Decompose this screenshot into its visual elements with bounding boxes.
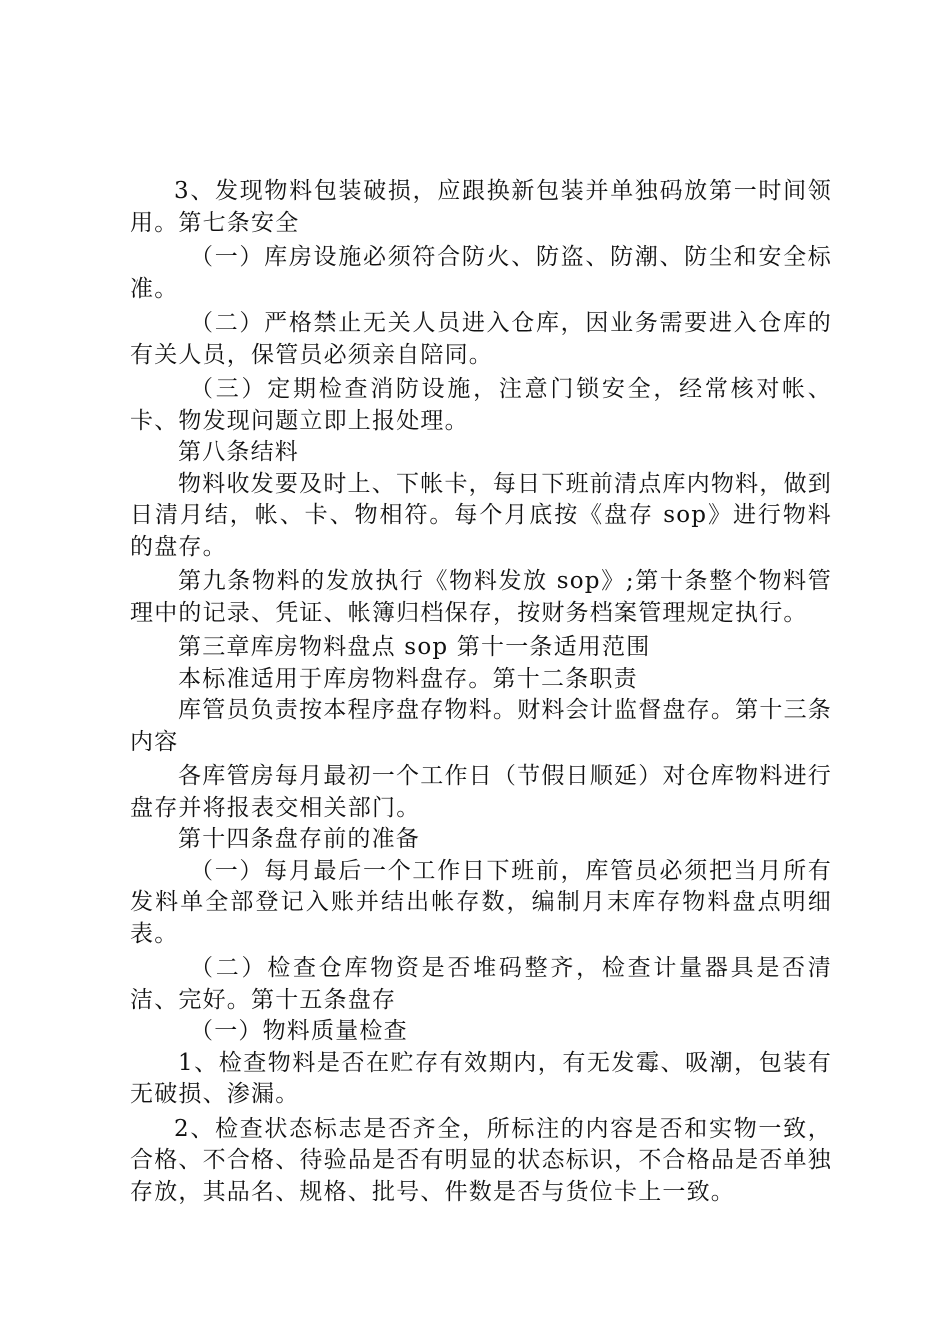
paragraph-safety-3: （三）定期检查消防设施，注意门锁安全，经常核对帐、卡、物发现问题立即上报处理。 [130, 376, 832, 434]
paragraph-content: 各库管房每月最初一个工作日（节假日顺延）对仓库物料进行盘存并将报表交相关部门。 [130, 763, 832, 821]
document-body [130, 176, 832, 1208]
paragraph-scope: 本标准适用于库房物料盘存。第十二条职责 [178, 665, 638, 692]
heading-chapter-3: 第三章库房物料盘点 sop 第十一条适用范围 [178, 634, 651, 660]
paragraph-check-2: 2、检查状态标志是否齐全，所标注的内容是否和实物一致，合格、不合格、待验品是否有明显的状态标识，不合格品是否单独存放，其品名、规格、批号、件数是否与货位卡上一致。 [130, 1115, 832, 1205]
paragraph-safety-2: （二）严格禁止无关人员进入仓库，因业务需要进入仓库的有关人员，保管员必须亲自陪同。 [130, 310, 832, 368]
paragraph-check-1: 1、检查物料是否在贮存有效期内，有无发霉、吸潮，包装有无破损、渗漏。 [130, 1049, 832, 1107]
paragraph-settlement: 物料收发要及时上、下帐卡，每日下班前清点库内物料，做到日清月结，帐、卡、物相符。每个月底按《盘存 sop》进行物料的盘存。 [130, 470, 832, 560]
paragraph-preparation-1: （一）每月最后一个工作日下班前，库管员必须把当月所有发料单全部登记入账并结出帐存数，编制月末库存物料盘点明细表。 [130, 857, 832, 947]
paragraph-safety-1: （一）库房设施必须符合防火、防盗、防潮、防尘和安全标准。 [130, 244, 832, 302]
heading-quality-check: （一）物料质量检查 [190, 1018, 408, 1044]
paragraph-preparation-2: （二）检查仓库物资是否堆码整齐，检查计量器具是否清洁、完好。第十五条盘存 [130, 955, 832, 1013]
heading-article-14: 第十四条盘存前的准备 [178, 826, 420, 852]
paragraph-damaged-packaging: 3、发现物料包装破损，应跟换新包装并单独码放第一时间领用。第七条安全 [130, 178, 832, 236]
heading-article-8: 第八条结料 [178, 439, 299, 465]
paragraph-article-9-10: 第九条物料的发放执行《物料发放 sop》;第十条整个物料管理中的记录、凭证、帐簿归档保存，按财务档案管理规定执行。 [130, 568, 832, 626]
paragraph-responsibility: 库管员负责按本程序盘存物料。财料会计监督盘存。第十三条内容 [130, 697, 832, 755]
